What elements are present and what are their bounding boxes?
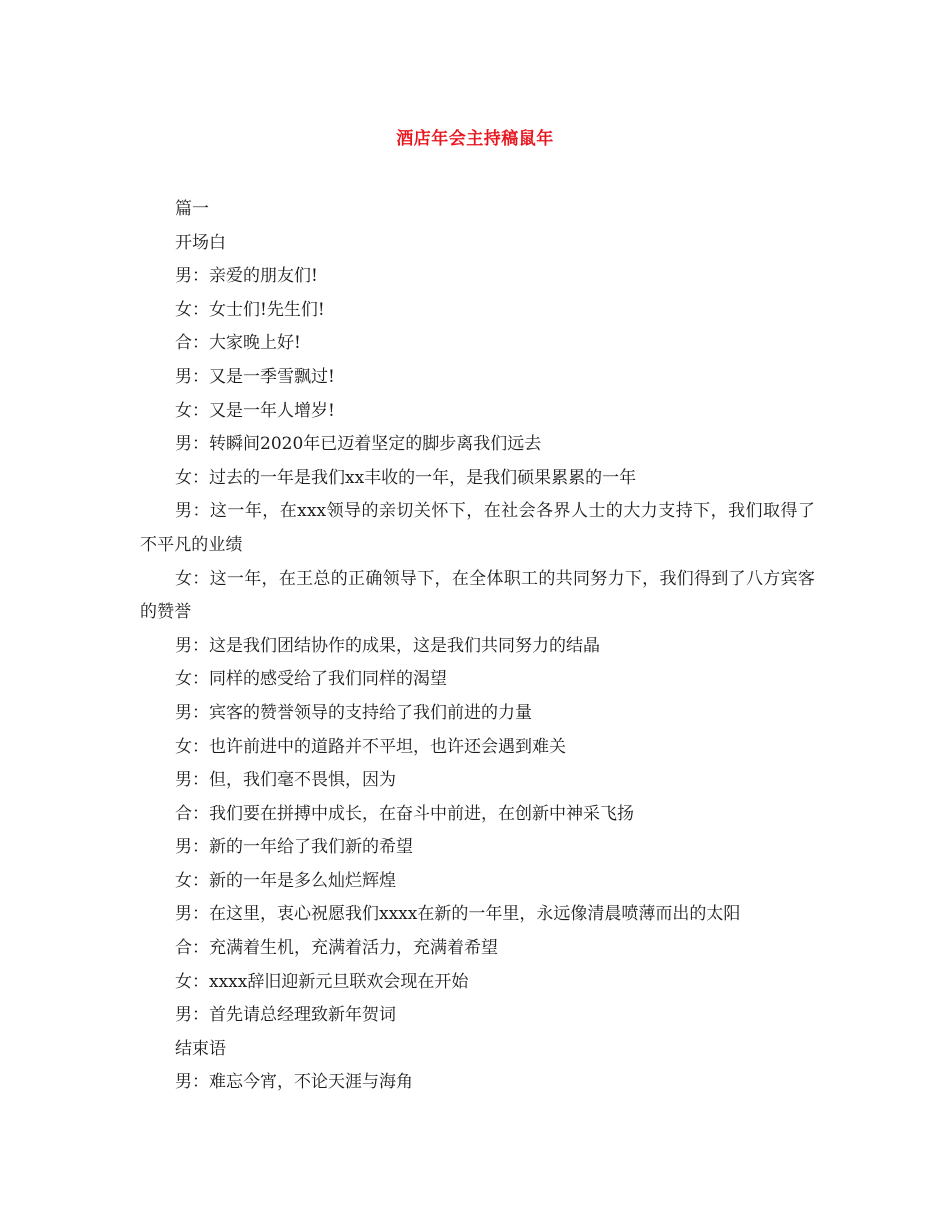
dialogue-line: 男：又是一季雪飘过!	[175, 366, 335, 387]
section-heading: 结束语	[175, 1038, 226, 1059]
dialogue-line: 男：难忘今宵，不论天涯与海角	[175, 1072, 413, 1093]
section-heading: 开场白	[175, 232, 226, 253]
dialogue-line: 女：同样的感受给了我们同样的渴望	[175, 669, 447, 690]
dialogue-line: 男：新的一年给了我们新的希望	[175, 837, 413, 858]
dialogue-line: 男：亲爱的朋友们!	[175, 266, 318, 287]
dialogue-line: 男：宾客的赞誉领导的支持给了我们前进的力量	[175, 702, 532, 723]
dialogue-line: 合：充满着生机，充满着活力，充满着希望	[175, 938, 498, 959]
dialogue-line: 女：也许前进中的道路并不平坦，也许还会遇到难关	[175, 736, 566, 757]
section-heading: 篇一	[175, 199, 209, 219]
dialogue-line: 女：这一年，在王总的正确领导下，在全体职工的共同努力下，我们得到了八方宾客的赞誉	[140, 568, 815, 623]
dialogue-line: 男：在这里，衷心祝愿我们xxxx在新的一年里，永远像清晨喷薄而出的太阳	[175, 904, 741, 925]
dialogue-line: 女：过去的一年是我们xx丰收的一年，是我们硕果累累的一年	[175, 467, 637, 488]
dialogue-line: 合：我们要在拼搏中成长，在奋斗中前进，在创新中神采飞扬	[175, 803, 634, 824]
dialogue-line: 女：xxxx辞旧迎新元旦联欢会现在开始	[175, 971, 469, 992]
dialogue-line: 男：但，我们毫不畏惧，因为	[175, 770, 396, 791]
dialogue-line: 女：新的一年是多么灿烂辉煌	[175, 870, 396, 891]
document-title: 酒店年会主持稿鼠年	[396, 129, 554, 149]
dialogue-line: 男：转瞬间2020年已迈着坚定的脚步离我们远去	[175, 434, 542, 455]
dialogue-line: 男：首先请总经理致新年贺词	[175, 1005, 396, 1026]
dialogue-line: 合：大家晚上好!	[175, 333, 301, 354]
dialogue-line: 女：又是一年人增岁!	[175, 400, 335, 421]
dialogue-line: 男：这是我们团结协作的成果，这是我们共同努力的结晶	[175, 635, 600, 656]
dialogue-line: 男：这一年，在xxx领导的亲切关怀下，在社会各界人士的大力支持下，我们取得了不平凡的业绩	[140, 501, 815, 555]
dialogue-line: 女：女士们!先生们!	[175, 299, 325, 320]
document-body	[140, 193, 815, 1100]
